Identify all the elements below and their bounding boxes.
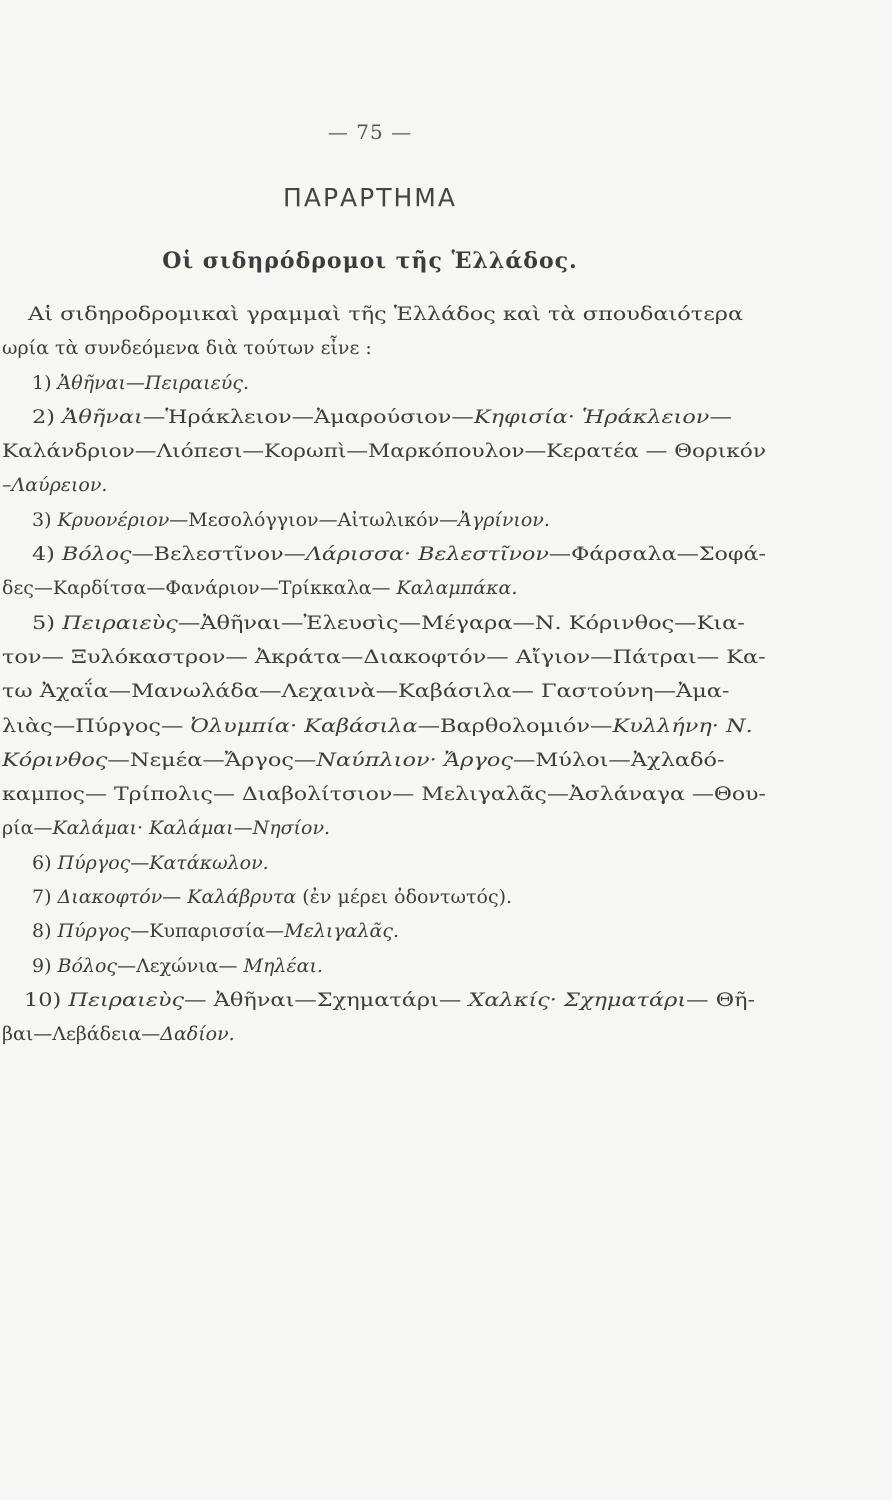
text-segment: 1) <box>32 371 58 394</box>
text-segment: —Βελεστῖνον— <box>131 543 306 566</box>
italic-segment: Κρυονέριον <box>57 508 170 531</box>
text-segment: – <box>2 474 12 497</box>
italic-segment: Βόλος <box>57 954 118 977</box>
text-line-content <box>32 949 323 983</box>
italic-segment: Κηφισία· Ἡράκλειον <box>473 405 710 428</box>
italic-segment: Καλάμαι· Καλάμαι—Νησίον. <box>52 817 331 840</box>
text-line <box>2 331 766 365</box>
text-segment: — Ἀθῆναι—Σχηματάρι— <box>184 988 469 1011</box>
text-segment: 9) <box>32 954 58 977</box>
text-line <box>2 606 766 640</box>
text-line-content <box>2 434 766 468</box>
text-segment: 8) <box>32 920 58 943</box>
text-segment: —Μεσολόγγιον—Αἰτωλικόν— <box>169 508 459 531</box>
text-segment: Καλάνδριον—Λιόπεσι—Κορωπὶ—Μαρκόπουλον—Κερατέα — Θορικόν <box>2 440 766 463</box>
text-line-content <box>2 331 372 365</box>
text-segment: Αἱ σιδηροδρομικαὶ γραμμαὶ τῆς Ἑλλάδος καὶ τὰ σπουδαιότερα <box>28 303 744 325</box>
body-text <box>2 297 766 1052</box>
text-line <box>2 468 766 502</box>
text-line-content <box>2 571 517 605</box>
text-segment: λιὰς—Πύργος— <box>2 714 191 737</box>
text-segment: — <box>709 405 732 428</box>
text-segment: 3) <box>32 508 58 531</box>
italic-segment: Λάρισσα· Βελεστῖνον <box>305 543 549 566</box>
text-line-content <box>2 640 766 674</box>
italic-segment: Ὀλυμπία· Καβάσιλα <box>190 714 418 737</box>
text-line <box>2 709 766 743</box>
text-line <box>2 400 766 434</box>
text-segment: 6) <box>32 851 58 874</box>
italic-segment: Πειραιεὺς <box>68 988 185 1011</box>
italic-segment: Κόρινθος <box>2 748 108 771</box>
text-line-content <box>2 709 753 743</box>
section-heading: Οἱ σιδηρόδρομοι τῆς Ἑλλάδος. <box>162 248 578 274</box>
text-segment: — Θῆ- <box>686 988 756 1011</box>
text-segment: —Φάρσαλα—Σοφά- <box>548 543 766 566</box>
text-segment: βαι—Λεβάδεια— <box>2 1023 161 1046</box>
text-segment: 10) <box>24 988 69 1011</box>
text-line-content <box>32 846 269 880</box>
italic-segment: Πειραιεὺς <box>62 611 178 634</box>
text-line-content <box>2 1017 235 1051</box>
text-line-content <box>2 811 330 845</box>
text-line <box>2 777 766 811</box>
text-segment: τω Ἀχαΐα—Μανωλάδα—Λεχαινὰ—Καβάσιλα— Γαστούνη—Ἀμα- <box>2 680 730 703</box>
text-segment: (ἐν μέρει ὀδοντωτός). <box>296 886 513 909</box>
text-segment: —Ἡράκλειον—Ἀμαρούσιον— <box>142 405 474 428</box>
italic-segment: Ἀθῆναι—Πειραιεύς. <box>57 371 250 394</box>
text-segment: —Μύλοι—Ἀχλαδό- <box>512 748 725 771</box>
text-line-content <box>32 503 550 537</box>
text-segment: δες—Καρδίτσα—Φανάριον—Τρίκκαλα— <box>2 577 397 600</box>
text-line <box>2 811 766 845</box>
text-line-content <box>2 674 729 708</box>
italic-segment: Διακοφτόν— Καλάβρυτα <box>57 886 297 909</box>
text-line-content <box>32 400 732 434</box>
italic-segment: Μελιγαλᾶς. <box>284 920 400 943</box>
text-line <box>2 674 766 708</box>
text-line <box>2 640 766 674</box>
italic-segment: Χαλκίς· Σχηματάρι <box>468 988 687 1011</box>
text-line-content <box>24 983 755 1017</box>
text-line-content <box>2 743 725 777</box>
text-line <box>2 743 766 777</box>
italic-segment: Κυλλήνη· Ν. <box>612 714 753 737</box>
text-line-content <box>32 914 399 948</box>
italic-segment: Βόλος <box>61 543 132 566</box>
italic-segment: Ἀγρίνιον. <box>458 508 550 531</box>
text-line <box>2 949 766 983</box>
italic-segment: Ἀθῆναι <box>62 405 143 428</box>
text-segment: 7) <box>32 886 58 909</box>
italic-segment: Καλαμπάκα. <box>396 577 518 600</box>
italic-segment: Δαδίον. <box>160 1023 235 1046</box>
text-line-content <box>28 297 743 331</box>
italic-segment: Ναύπλιον· Ἄργος <box>316 748 513 771</box>
italic-segment: Μηλέαι. <box>243 954 323 977</box>
text-segment: —Κυπαρισσία— <box>130 920 285 943</box>
text-segment: ρία— <box>2 817 53 840</box>
text-line <box>2 571 766 605</box>
text-line-content <box>32 537 766 571</box>
text-line-content <box>32 880 512 914</box>
text-line <box>2 880 766 914</box>
italic-segment: Λαύρειον. <box>11 474 108 497</box>
text-segment: 2) <box>32 405 63 428</box>
italic-segment: Πύργος—Κατάκωλον. <box>57 851 269 874</box>
text-segment: —Νεμέα—Ἄργος— <box>107 748 317 771</box>
text-line <box>2 503 766 537</box>
italic-segment: Πύργος <box>57 920 131 943</box>
page-title: ΠΑΡΑΡΤΗΜΑ <box>283 183 457 212</box>
text-line <box>2 297 766 331</box>
text-segment: —Ἀθῆναι—Ἐλευσὶς—Μέγαρα—Ν. Κόρινθος—Κια- <box>177 611 745 634</box>
text-line <box>2 914 766 948</box>
text-line-content <box>32 606 745 640</box>
text-line <box>2 1017 766 1051</box>
page-number: — 75 — <box>327 120 413 144</box>
text-segment: 5) <box>32 611 63 634</box>
text-line-content <box>32 366 249 400</box>
text-segment: —Λεχώνια— <box>117 954 244 977</box>
text-segment: καμπος— Τρίπολις— Διαβολίτσιον— Μελιγαλᾶς—Ἀσλάναγα —Θου- <box>2 783 766 806</box>
text-segment: 4) <box>32 543 62 566</box>
text-segment: τον— Ξυλόκαστρον— Ἀκράτα—Διακοφτόν— Αἴγιον—Πάτραι— Κα- <box>2 645 766 668</box>
text-line <box>2 537 766 571</box>
text-line-content <box>2 777 766 811</box>
text-line <box>2 846 766 880</box>
text-line-content <box>2 468 107 502</box>
text-line <box>2 434 766 468</box>
text-segment: ωρία τὰ συνδεόμενα διὰ τούτων εἶνε : <box>2 337 372 360</box>
text-line <box>2 366 766 400</box>
text-line <box>2 983 766 1017</box>
text-segment: —Βαρθολομιόν— <box>417 714 613 737</box>
